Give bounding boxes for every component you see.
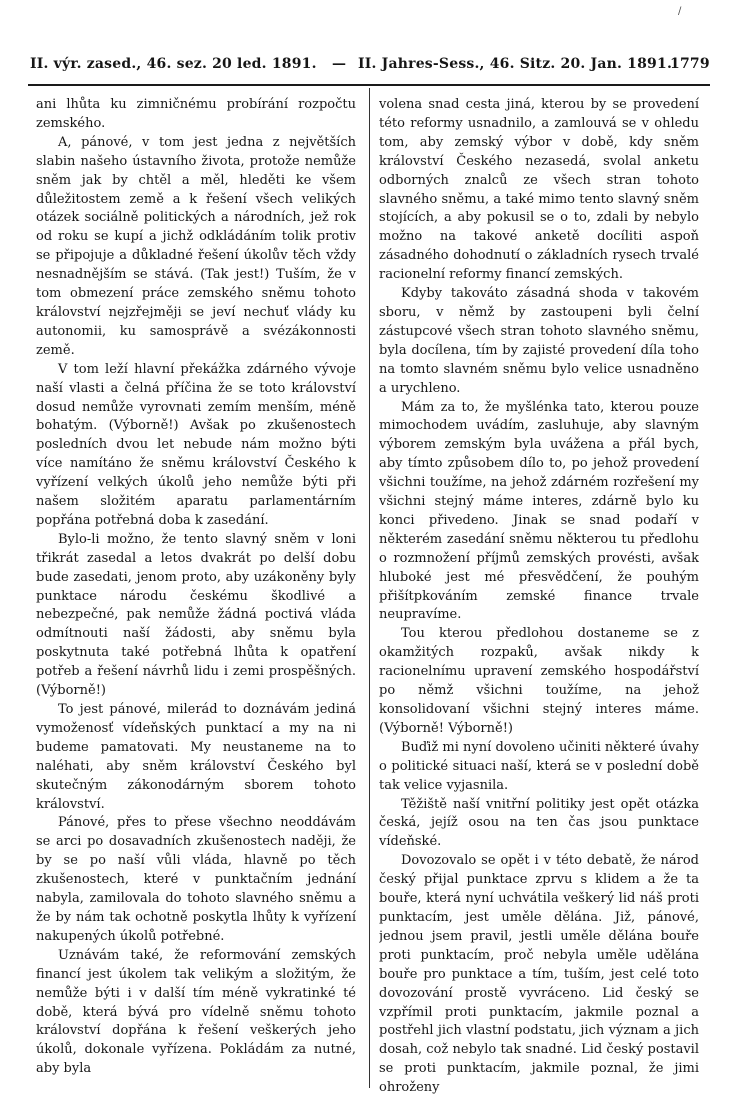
header-german: II. Jahres-Sess., 46. Sitz. 20. Jan. 1891. (358, 56, 673, 72)
paragraph: Tou kterou předlohou dostaneme se z okamžitých rozpaků, avšak nikdy k racionelnímu upravení zemského hospodářství po němž všichni toužíme, na jehož konsolidovaní všichni stejný interes máme. (Výborně! Výborně!) (379, 626, 699, 736)
paragraph: Kdyby takováto zásadná shoda v takovém sboru, v němž by zastoupeni byli čelní zástupcové všech stran tohoto slavného sněmu, byla docílena, tím by zajisté provedení díla toho na tomto slavném sněmu bylo velice usnadněno a urychleno. (379, 286, 699, 396)
paragraph: Těžiště naší vnitřní politiky jest opět otázka česká, jejíž osou na ten čas jsou punktace vídeňské. (379, 796, 699, 850)
paragraph: ani lhůta ku zimničnému probírání rozpočtu zemského. (36, 97, 356, 131)
paragraph: volena snad cesta jiná, kterou by se provedení této reformy usnadnilo, a zamlouvá se v ohledu tom, aby zemský výbor v době, kdy sněm království Českého nezasedá, svolal anketu odborných znalců ze všech stran tohoto slavného sněmu, a také mimo tento slavný sněm stojících, a aby pokusil se o to, zdali by nebylo možno na takové anketě docíliti aspoň zásadného dohodnutí o základních rysech trvalé racionelní reformy financí zemských. (379, 97, 699, 283)
paragraph: Buďiž mi nyní dovoleno učiniti některé úvahy o politické situaci naší, která se v poslední době tak velice vyjasnila. (379, 739, 699, 793)
page-header (30, 50, 710, 80)
paragraph: To jest pánové, milerád to doznávám jediná vymoženosť vídeňských punktací a my na ni budeme pamatovati. My neustaneme na to naléhati, aby sněm království Českého byl skutečným zákonodárným sborem tohoto království. (36, 702, 356, 812)
paragraph: V tom leží hlavní překážka zdárného vývoje naší vlasti a čelná příčina že se toto království dosud nemůže vyrovnati zemím menším, méně bohatým. (Výborně!) Avšak po zkušenostech posledních dvou let nebude nám možno býti více namítáno že sněmu království Českého k vyřízení velkých úkolů jeho nemůže býti při našem složitém aparatu parlamentárním popřána potřebná doba k zasedání. (36, 361, 356, 528)
header-dash: — (332, 56, 347, 72)
column-rule (369, 88, 370, 1088)
paragraph: Mám za to, že myšlénka tato, kterou pouze mimochodem uvádím, zasluhuje, aby slavným výborem zemským byla uvážena a přál bych, aby tímto způsobem dílo to, po jehož provedení všichni toužíme, na jehož zdárném rozřešení my všichni stejný máme interes, zdárně bylo ku konci přivedeno. Jinak se snad podaří v některém zasedání sněmu některou tu předlohu o rozmnožení příjmů zemských provésti, avšak hluboké jest mé přesvědčení, že pouhým přišítpkováním zemské finance trvale neupravíme. (379, 399, 699, 623)
left-column (36, 96, 356, 1096)
page-number: 1779 (670, 56, 710, 72)
header-rule (28, 84, 710, 86)
paragraph: Pánové, přes to přese všechno neoddávám se arci po dosavadních zkušenostech naději, že by se po naší vůli vláda, hlavně po těch zkušenostech, které v punktačním jednání nabyla, zamilovala do tohoto slavného sněmu a že by nám tak ochotně poskytla lhůty k vyřízení nakupených úkolů potřebné. (36, 815, 356, 944)
paragraph: Dovozovalo se opět i v této debatě, že národ český přijal punktace zprvu s klidem a že ta bouře, která nyní uchvátila veškerý lid náš proti punktacím, jest uměle dělána. Již, pánové, jednou jsem pravil, jestli uměle dělána bouře proti punktacím, proč nebyla uměle udělána bouře pro punktace a tím, tuším, jest celé toto dovozování prostě vyvráceno. Lid český se vzpřímil proti punktacím, jakmile poznal a postřehl jich vlastní podstatu, jich význam a jich dosah, což nebylo tak snadné. Lid český postavil se proti punktacím, jakmile poznal, že jimi ohroženy (379, 853, 699, 1096)
paragraph: A, pánové, v tom jest jedna z největších slabin našeho ústavního života, protože nemůže sněm jak by chtěl a měl, hleděti ke všem důležitostem země a k řešení všech velikých otázek sociálně politických a národních, jež rok od roku se kupí a jichž odkládáním tolik protiv se připojuje a důkladné řešení úkolův těch vždy nesnadnějším se stává. (Tak jest!) Tuším, že v tom obmezení práce zemského sněmu tohoto království nejzřejměji se jeví nechuť vlády ku autonomii, ku samosprávě a svézákonnosti země. (36, 134, 356, 358)
paragraph: Uznávám také, že reformování zemských financí jest úkolem tak velikým a složitým, že nemůže býti i v další tím méně vykratinké té době, která bývá pro vídelně sněmu tohoto království dopřána k řešení veškerých jeho úkolů, dokonale vyřízena. Pokládám za nutné, aby byla (36, 947, 356, 1077)
right-column (379, 96, 699, 1096)
paragraph: Bylo-li možno, že tento slavný sněm v loni třikrát zasedal a letos dvakrát po delší dobu bude zasedati, jenom proto, aby uzákoněny byly punktace národu českému škodlivé a nebezpečné, pak nemůže žádná poctivá vláda odmítnouti naší žádosti, aby sněmu byla poskytnuta také potřebná lhůta k opatření potřeb a řešení návrhů lidu i zemi prospěšných. (Výborně!) (36, 531, 356, 699)
stray-mark: / (678, 6, 682, 17)
header-czech: II. výr. zased., 46. sez. 20 led. 1891. (30, 56, 317, 72)
